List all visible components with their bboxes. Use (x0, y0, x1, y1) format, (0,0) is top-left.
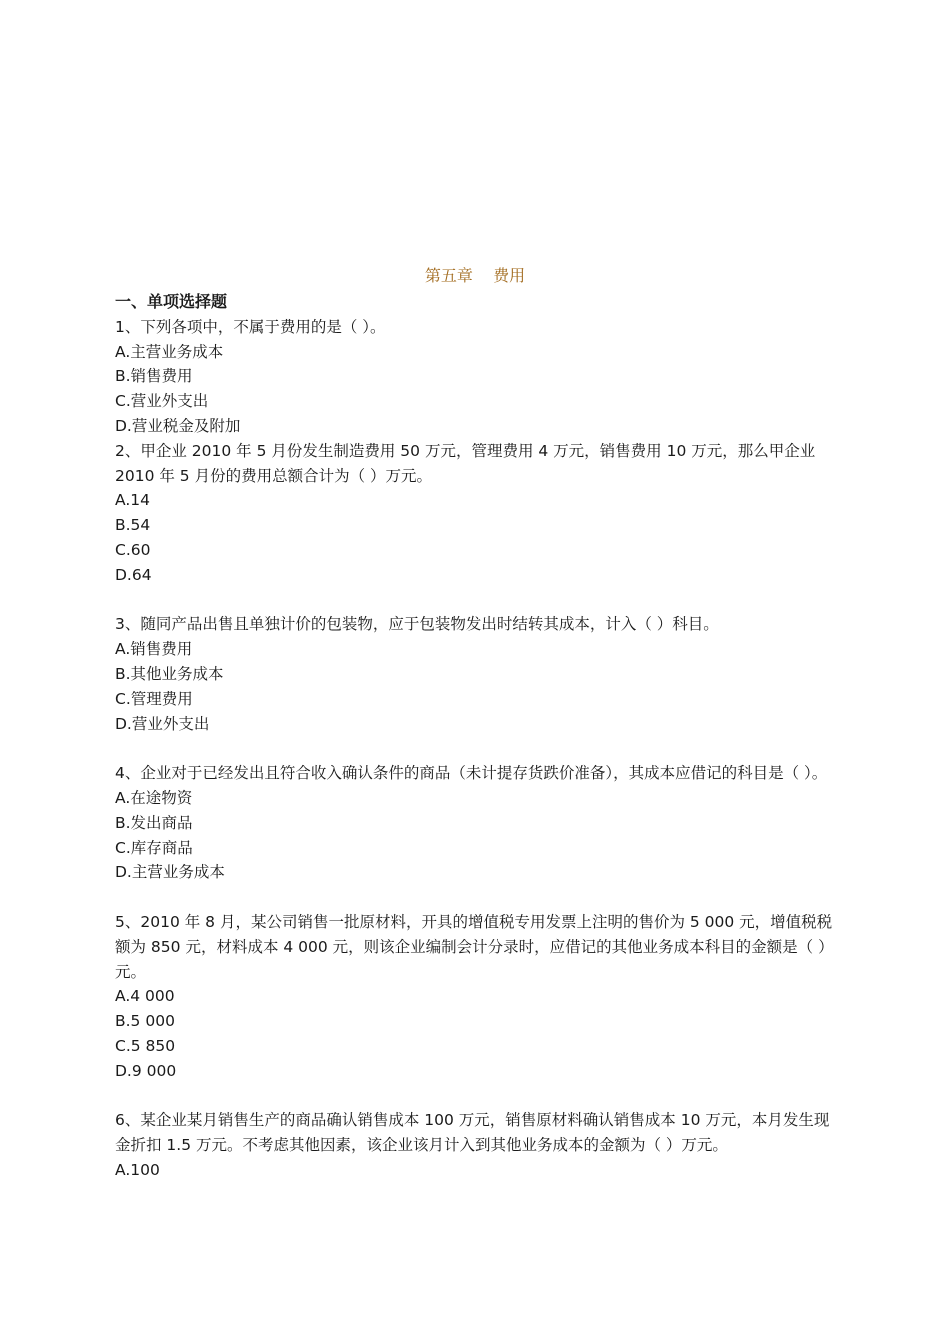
option-b: B.其他业务成本 (115, 664, 224, 683)
spacer (115, 1084, 840, 1109)
section-heading: 一、单项选择题 (115, 292, 228, 311)
option-c: C.管理费用 (115, 689, 193, 708)
question-stem: 6、某企业某月销售生产的商品确认销售成本 100 万元，销售原材料确认销售成本 10 万元，本月发生现金折扣 1.5 万元。不考虑其他因素，该企业该月计入到其他业务成本的金额为（ ）万元。 (115, 1111, 830, 1155)
option-d: D.64 (115, 565, 152, 584)
question-3 (115, 612, 840, 736)
option-d: D.主营业务成本 (115, 863, 225, 882)
option-d: D.营业税金及附加 (115, 416, 241, 435)
chapter-title: 第五章 费用 (424, 266, 526, 285)
spacer (115, 885, 840, 910)
option-b: B.5 000 (115, 1012, 175, 1031)
question-4 (115, 761, 840, 885)
question-2 (115, 439, 840, 588)
question-stem: 2、甲企业 2010 年 5 月份发生制造费用 50 万元，管理费用 4 万元，销售费用 10 万元，那么甲企业 2010 年 5 月份的费用总额合计为（ ）万元。 (115, 441, 816, 485)
option-d: D.营业外支出 (115, 714, 210, 733)
question-5 (115, 910, 840, 1084)
option-a: A.主营业务成本 (115, 342, 224, 361)
option-d: D.9 000 (115, 1061, 177, 1080)
question-1 (115, 315, 840, 439)
option-a: A.100 (115, 1160, 160, 1179)
option-c: C.60 (115, 540, 151, 559)
option-a: A.4 000 (115, 987, 175, 1006)
question-stem: 5、2010 年 8 月，某公司销售一批原材料，开具的增值税专用发票上注明的售价为 5 000 元，增值税税额为 850 元，材料成本 4 000 元，则该企业编制会计分录时，应借记的其他业务成本科目的金额是（ ）元。 (115, 912, 834, 981)
option-b: B.发出商品 (115, 813, 193, 832)
option-c: C.营业外支出 (115, 392, 209, 411)
option-c: C.5 850 (115, 1036, 176, 1055)
spacer (115, 736, 840, 761)
option-a: A.在途物资 (115, 788, 193, 807)
question-6 (115, 1108, 840, 1182)
question-stem: 3、随同产品出售且单独计价的包装物，应于包装物发出时结转其成本，计入（ ）科目。 (115, 615, 719, 634)
question-stem: 4、企业对于已经发出且符合收入确认条件的商品（未计提存货跌价准备），其成本应借记的科目是（ ）。 (115, 764, 828, 783)
option-b: B.销售费用 (115, 367, 193, 386)
option-b: B.54 (115, 516, 151, 535)
document-content (115, 290, 840, 1183)
option-c: C.库存商品 (115, 838, 193, 857)
spacer (115, 588, 840, 613)
option-a: A.14 (115, 491, 150, 510)
question-stem: 1、下列各项中，不属于费用的是（ ）。 (115, 317, 386, 336)
option-a: A.销售费用 (115, 640, 193, 659)
